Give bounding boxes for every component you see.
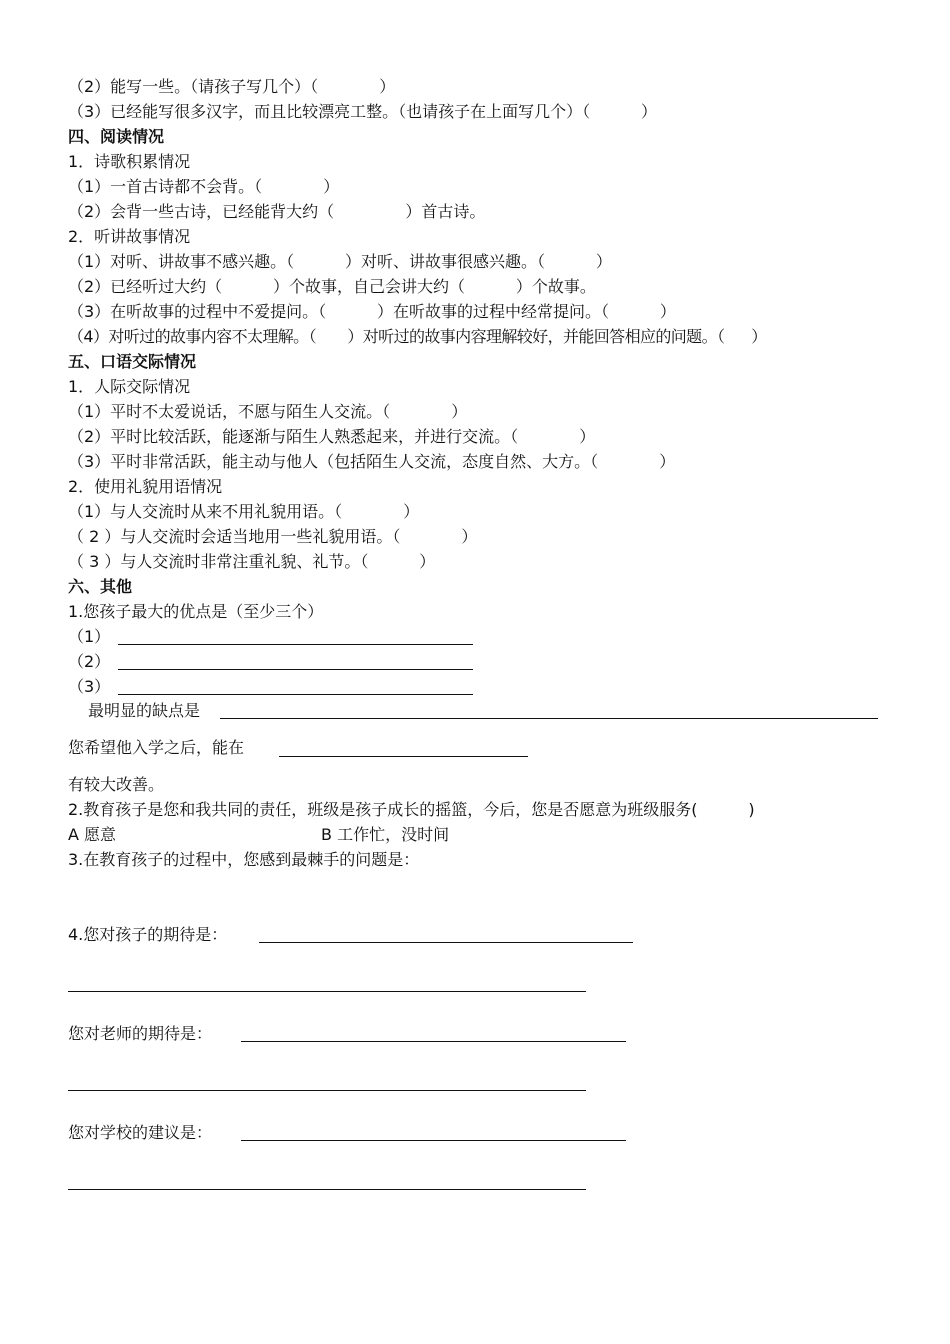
section-4-sub-2-item-3: （3）在听故事的过程中不爱提问。（ ）在听故事的过程中经常提问。（ ） [68,302,676,321]
section-4-sub-1-item-1: （1）一首古诗都不会背。（ ） [68,177,340,196]
writing-item-3: （3）已经能写很多汉字，而且比较漂亮工整。（也请孩子在上面写几个）（ ） [68,102,658,121]
section-5-sub-2-item-1: （1）与人交流时从来不用礼貌用语。（ ） [68,502,420,521]
section-5-sub-1-item-2: （2）平时比较活跃，能逐渐与陌生人熟悉起来，并进行交流。（ ） [68,427,596,446]
option-a[interactable]: A 愿意 [68,825,117,844]
strength-2-line[interactable] [118,669,473,670]
option-b[interactable]: B 工作忙，没时间 [321,825,450,844]
question-4-line-2[interactable] [68,991,586,992]
section-4-title: 四、阅读情况 [68,127,165,146]
section-5-sub-1-item-1: （1）平时不太爱说话，不愿与陌生人交流。（ ） [68,402,468,421]
question-4-line[interactable] [259,942,633,943]
hope-label: 您希望他入学之后，能在 [68,738,245,757]
strength-3-label: （3） [68,677,111,696]
school-suggestion-line[interactable] [241,1140,626,1141]
strength-1-label: （1） [68,627,111,646]
section-4-sub-2-item-1: （1）对听、讲故事不感兴趣。（ ）对听、讲故事很感兴趣。（ ） [68,252,612,271]
section-5-sub-2-item-3: （ 3 ）与人交流时非常注重礼貌、礼节。（ ） [68,552,436,571]
section-4-sub-1: 1．诗歌积累情况 [68,152,191,171]
section-4-sub-2-item-4: （4）对听过的故事内容不太理解。（ ）对听过的故事内容理解较好，并能回答相应的问题。（ ） [68,327,767,346]
hope-line[interactable] [279,756,528,757]
section-5-title: 五、口语交际情况 [68,352,197,371]
section-4-sub-1-item-2: （2）会背一些古诗，已经能背大约（ ）首古诗。 [68,202,486,221]
writing-item-2: （2）能写一些。（请孩子写几个）（ ） [68,77,396,96]
section-6-title: 六、其他 [68,577,133,596]
weakness-line[interactable] [220,718,878,719]
section-5-sub-1-item-3: （3）平时非常活跃，能主动与他人（包括陌生人交流，态度自然、大方。（ ） [68,452,676,471]
strength-2-label: （2） [68,652,111,671]
teacher-expectation-line-2[interactable] [68,1090,586,1091]
teacher-expectation-line[interactable] [241,1041,626,1042]
teacher-expectation-label: 您对老师的期待是： [68,1024,213,1043]
section-5-sub-2-item-2: （ 2 ）与人交流时会适当地用一些礼貌用语。（ ） [68,527,478,546]
strength-3-line[interactable] [118,694,473,695]
section-5-sub-2: 2．使用礼貌用语情况 [68,477,223,496]
section-4-sub-2: 2．听讲故事情况 [68,227,191,246]
question-2: 2.教育孩子是您和我共同的责任，班级是孩子成长的摇篮，今后，您是否愿意为班级服务( ) [68,800,755,819]
school-suggestion-label: 您对学校的建议是： [68,1123,213,1142]
weakness-label: 最明显的缺点是 [88,701,201,720]
section-5-sub-1: 1．人际交际情况 [68,377,191,396]
question-3: 3.在教育孩子的过程中，您感到最棘手的问题是： [68,850,420,869]
school-suggestion-line-2[interactable] [68,1189,586,1190]
section-4-sub-2-item-2: （2）已经听过大约（ ）个故事，自己会讲大约（ ）个故事。 [68,277,596,296]
strength-1-line[interactable] [118,644,473,645]
hope-end: 有较大改善。 [68,775,165,794]
question-1: 1.您孩子最大的优点是（至少三个） [68,602,324,621]
question-4-label: 4.您对孩子的期待是： [68,925,228,944]
